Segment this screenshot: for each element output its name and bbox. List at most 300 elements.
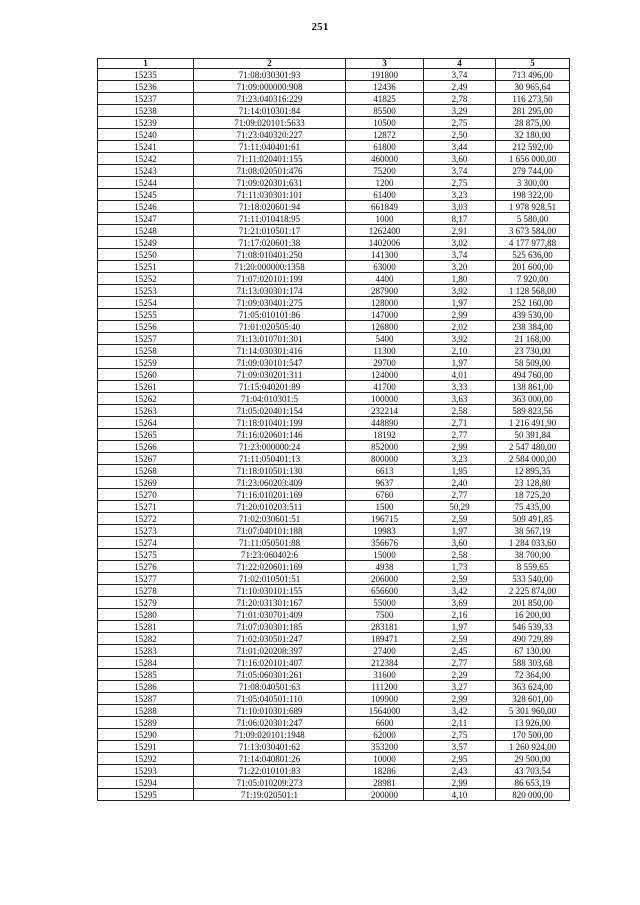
table-cell: 15237 [98, 93, 194, 105]
table-row [98, 657, 570, 669]
table-cell: 50,29 [424, 501, 496, 513]
table-cell: 1200 [346, 177, 424, 189]
table-cell: 71:15:040201:89 [194, 381, 346, 393]
table-cell: 2,75 [424, 177, 496, 189]
table-cell: 71:09:030201:311 [194, 369, 346, 381]
table-cell: 5 301 960,00 [496, 705, 570, 717]
table-cell: 15240 [98, 129, 194, 141]
table-row [98, 393, 570, 405]
table-cell: 15288 [98, 705, 194, 717]
table-cell: 15270 [98, 489, 194, 501]
table-cell: 67 130,00 [496, 645, 570, 657]
table-cell: 71:07:020101:199 [194, 273, 346, 285]
table-cell: 15258 [98, 345, 194, 357]
table-cell: 71:11:050501:88 [194, 537, 346, 549]
table-cell: 460000 [346, 153, 424, 165]
table-cell: 50 391,84 [496, 429, 570, 441]
table-cell: 71:14:030301:416 [194, 345, 346, 357]
table-cell: 15250 [98, 249, 194, 261]
table-cell: 2,71 [424, 417, 496, 429]
table-row [98, 429, 570, 441]
table-cell: 15272 [98, 513, 194, 525]
table-cell: 15268 [98, 465, 194, 477]
table-cell: 3,60 [424, 537, 496, 549]
table-cell: 15243 [98, 165, 194, 177]
table-row [98, 273, 570, 285]
table-cell: 15281 [98, 621, 194, 633]
table-row [98, 333, 570, 345]
table-cell: 111200 [346, 681, 424, 693]
table-cell: 71:07:030301:185 [194, 621, 346, 633]
table-cell: 61400 [346, 189, 424, 201]
table-cell: 71:11:050401:13 [194, 453, 346, 465]
table-cell: 71:11:030301:101 [194, 189, 346, 201]
table-cell: 252 160,00 [496, 297, 570, 309]
table-cell: 15242 [98, 153, 194, 165]
table-cell: 124000 [346, 369, 424, 381]
table-cell: 126800 [346, 321, 424, 333]
table-cell: 1,97 [424, 357, 496, 369]
table-cell: 3,27 [424, 681, 496, 693]
table-cell: 15246 [98, 201, 194, 213]
table-cell: 525 636,00 [496, 249, 570, 261]
table-cell: 4938 [346, 561, 424, 573]
table-cell: 75200 [346, 165, 424, 177]
table-cell: 29700 [346, 357, 424, 369]
table-cell: 1500 [346, 501, 424, 513]
table-cell: 800000 [346, 453, 424, 465]
table-cell: 1,73 [424, 561, 496, 573]
table-row [98, 237, 570, 249]
table-cell: 15244 [98, 177, 194, 189]
table-cell: 363 624,00 [496, 681, 570, 693]
table-row [98, 681, 570, 693]
table-row [98, 597, 570, 609]
table-cell: 15275 [98, 549, 194, 561]
data-table [97, 58, 570, 801]
table-row [98, 549, 570, 561]
table-cell: 15235 [98, 69, 194, 81]
table-row [98, 213, 570, 225]
table-cell: 71:17:020601:38 [194, 237, 346, 249]
table-cell: 15269 [98, 477, 194, 489]
table-cell: 15262 [98, 393, 194, 405]
table-cell: 61800 [346, 141, 424, 153]
table-cell: 3 673 584,00 [496, 225, 570, 237]
table-row [98, 669, 570, 681]
table-cell: 71:23:040320:227 [194, 129, 346, 141]
table-cell: 18 725,20 [496, 489, 570, 501]
table-row [98, 153, 570, 165]
table-cell: 71:13:030401:62 [194, 741, 346, 753]
table-cell: 2,59 [424, 633, 496, 645]
table-cell: 109900 [346, 693, 424, 705]
table-row [98, 705, 570, 717]
table-row [98, 81, 570, 93]
table-cell: 2,40 [424, 477, 496, 489]
table-cell: 2,50 [424, 129, 496, 141]
table-cell: 71:19:020501:1 [194, 789, 346, 801]
table-cell: 2,29 [424, 669, 496, 681]
table-cell: 15273 [98, 525, 194, 537]
table-cell: 72 364,00 [496, 669, 570, 681]
table-cell: 71:05:010209:273 [194, 777, 346, 789]
table-cell: 1 978 928,51 [496, 201, 570, 213]
table-cell: 15264 [98, 417, 194, 429]
table-cell: 21 168,00 [496, 333, 570, 345]
table-cell: 12 895,35 [496, 465, 570, 477]
table-cell: 2,10 [424, 345, 496, 357]
table-cell: 15239 [98, 117, 194, 129]
table-cell: 2,59 [424, 513, 496, 525]
table-cell: 533 540,00 [496, 573, 570, 585]
table-cell: 5400 [346, 333, 424, 345]
table-cell: 71:23:040316:229 [194, 93, 346, 105]
table-row [98, 345, 570, 357]
table-row [98, 261, 570, 273]
table-cell: 28 875,00 [496, 117, 570, 129]
table-cell: 38 567,19 [496, 525, 570, 537]
table-cell: 3,69 [424, 597, 496, 609]
table-cell: 353200 [346, 741, 424, 753]
table-cell: 2 547 480,00 [496, 441, 570, 453]
table-cell: 41825 [346, 93, 424, 105]
table-cell: 71:13:030301:174 [194, 285, 346, 297]
table-cell: 170 500,00 [496, 729, 570, 741]
table-cell: 11300 [346, 345, 424, 357]
table-cell: 71:02:030601:51 [194, 513, 346, 525]
table-row [98, 561, 570, 573]
table-cell: 71:07:040101:188 [194, 525, 346, 537]
table-cell: 15260 [98, 369, 194, 381]
table-cell: 1,95 [424, 465, 496, 477]
table-cell: 71:23:000000:24 [194, 441, 346, 453]
table-cell: 15248 [98, 225, 194, 237]
table-cell: 656600 [346, 585, 424, 597]
table-cell: 71:09:030401:275 [194, 297, 346, 309]
table-cell: 3,23 [424, 189, 496, 201]
table-cell: 15292 [98, 753, 194, 765]
column-header: 3 [346, 59, 424, 69]
table-cell: 16 200,00 [496, 609, 570, 621]
table-cell: 15282 [98, 633, 194, 645]
table-cell: 1262400 [346, 225, 424, 237]
table-row [98, 729, 570, 741]
table-cell: 4400 [346, 273, 424, 285]
table-cell: 2,49 [424, 81, 496, 93]
table-cell: 15259 [98, 357, 194, 369]
table-cell: 189471 [346, 633, 424, 645]
table-cell: 3,92 [424, 285, 496, 297]
table-cell: 15263 [98, 405, 194, 417]
table-cell: 71:09:020101:5633 [194, 117, 346, 129]
table-cell: 10500 [346, 117, 424, 129]
table-cell: 15000 [346, 549, 424, 561]
table-cell: 3,60 [424, 153, 496, 165]
table-cell: 191800 [346, 69, 424, 81]
table-cell: 15261 [98, 381, 194, 393]
table-cell: 71:18:010501:130 [194, 465, 346, 477]
table-cell: 200000 [346, 789, 424, 801]
table-cell: 29 500,00 [496, 753, 570, 765]
table-row [98, 69, 570, 81]
table-cell: 71:16:020601:146 [194, 429, 346, 441]
table-row [98, 453, 570, 465]
table-cell: 1564000 [346, 705, 424, 717]
table-cell: 71:05:020401:154 [194, 405, 346, 417]
table-row [98, 753, 570, 765]
table-cell: 71:02:030501:247 [194, 633, 346, 645]
table-row [98, 105, 570, 117]
table-cell: 3,74 [424, 249, 496, 261]
table-cell: 3 300,00 [496, 177, 570, 189]
table-cell: 71:01:020505:40 [194, 321, 346, 333]
table-cell: 15253 [98, 285, 194, 297]
table-cell: 15236 [98, 81, 194, 93]
table-cell: 661849 [346, 201, 424, 213]
table-cell: 30 965,64 [496, 81, 570, 93]
table-cell: 1 216 491,90 [496, 417, 570, 429]
table-cell: 28981 [346, 777, 424, 789]
table-cell: 71:16:020101:407 [194, 657, 346, 669]
table-cell: 15276 [98, 561, 194, 573]
table-cell: 1,97 [424, 525, 496, 537]
table-cell: 71:04:010301:5 [194, 393, 346, 405]
table-cell: 3,74 [424, 165, 496, 177]
table-row [98, 465, 570, 477]
table-cell: 19983 [346, 525, 424, 537]
table-cell: 62000 [346, 729, 424, 741]
table-row [98, 501, 570, 513]
table-row [98, 141, 570, 153]
table-cell: 32 180,00 [496, 129, 570, 141]
table-cell: 2,45 [424, 645, 496, 657]
table-cell: 6760 [346, 489, 424, 501]
table-cell: 15271 [98, 501, 194, 513]
table-cell: 15294 [98, 777, 194, 789]
table-cell: 356676 [346, 537, 424, 549]
table-cell: 12872 [346, 129, 424, 141]
table-cell: 2,77 [424, 429, 496, 441]
table-cell: 713 496,00 [496, 69, 570, 81]
table-cell: 3,02 [424, 237, 496, 249]
table-row [98, 309, 570, 321]
table-cell: 15278 [98, 585, 194, 597]
table-cell: 15287 [98, 693, 194, 705]
table-cell: 15265 [98, 429, 194, 441]
table-cell: 23 730,00 [496, 345, 570, 357]
table-cell: 85500 [346, 105, 424, 117]
table-cell: 15290 [98, 729, 194, 741]
table-cell: 15252 [98, 273, 194, 285]
table-cell: 2,95 [424, 753, 496, 765]
table-cell: 15274 [98, 537, 194, 549]
table-cell: 1 284 033,60 [496, 537, 570, 549]
table-row [98, 93, 570, 105]
table-cell: 2,58 [424, 405, 496, 417]
table-cell: 363 000,00 [496, 393, 570, 405]
table-cell: 3,20 [424, 261, 496, 273]
table-cell: 27400 [346, 645, 424, 657]
table-cell: 8,17 [424, 213, 496, 225]
table-cell: 38 700,00 [496, 549, 570, 561]
table-cell: 820 000,00 [496, 789, 570, 801]
table-cell: 15280 [98, 609, 194, 621]
table-cell: 75 435,00 [496, 501, 570, 513]
table-cell: 3,03 [424, 201, 496, 213]
table-cell: 71:14:040801:26 [194, 753, 346, 765]
table-cell: 138 861,00 [496, 381, 570, 393]
table-cell: 2,16 [424, 609, 496, 621]
table-cell: 116 273,50 [496, 93, 570, 105]
table-row [98, 249, 570, 261]
table-row [98, 693, 570, 705]
table-cell: 15266 [98, 441, 194, 453]
table-cell: 71:20:000000:1358 [194, 261, 346, 273]
table-cell: 15291 [98, 741, 194, 753]
table-cell: 232214 [346, 405, 424, 417]
table-cell: 71:10:010301:689 [194, 705, 346, 717]
table-cell: 71:20:031301:167 [194, 597, 346, 609]
table-cell: 71:14:010301:84 [194, 105, 346, 117]
table-cell: 4 177 977,88 [496, 237, 570, 249]
table-row [98, 417, 570, 429]
table-cell: 852000 [346, 441, 424, 453]
table-cell: 4,01 [424, 369, 496, 381]
table-cell: 3,23 [424, 453, 496, 465]
table-row [98, 717, 570, 729]
table-cell: 9637 [346, 477, 424, 489]
column-header: 4 [424, 59, 496, 69]
table-cell: 1402006 [346, 237, 424, 249]
table-row [98, 405, 570, 417]
table-row [98, 489, 570, 501]
table-cell: 71:08:040501:63 [194, 681, 346, 693]
table-cell: 55000 [346, 597, 424, 609]
table-cell: 12436 [346, 81, 424, 93]
table-cell: 71:08:010401:250 [194, 249, 346, 261]
table-row [98, 129, 570, 141]
table-cell: 3,57 [424, 741, 496, 753]
table-cell: 1000 [346, 213, 424, 225]
table-row [98, 165, 570, 177]
table-body [98, 69, 570, 801]
table-cell: 2,43 [424, 765, 496, 777]
table-row [98, 225, 570, 237]
table-cell: 41700 [346, 381, 424, 393]
table-cell: 13 926,00 [496, 717, 570, 729]
table-cell: 15279 [98, 597, 194, 609]
table-cell: 439 530,00 [496, 309, 570, 321]
table-cell: 10000 [346, 753, 424, 765]
table-cell: 7 920,00 [496, 273, 570, 285]
table-cell: 4,10 [424, 789, 496, 801]
table-cell: 71:18:010401:199 [194, 417, 346, 429]
table-cell: 71:22:020601:169 [194, 561, 346, 573]
table-cell: 2,78 [424, 93, 496, 105]
table-cell: 15289 [98, 717, 194, 729]
table-row [98, 381, 570, 393]
table-cell: 196715 [346, 513, 424, 525]
table-cell: 201 850,00 [496, 597, 570, 609]
table-cell: 43 703,54 [496, 765, 570, 777]
table-row [98, 789, 570, 801]
table-cell: 212 592,00 [496, 141, 570, 153]
table-cell: 31600 [346, 669, 424, 681]
table-cell: 71:18:020601:94 [194, 201, 346, 213]
table-row [98, 645, 570, 657]
table-cell: 71:05:010101:86 [194, 309, 346, 321]
table-row [98, 525, 570, 537]
table-cell: 63000 [346, 261, 424, 273]
table-cell: 2,77 [424, 489, 496, 501]
table-row [98, 633, 570, 645]
table-cell: 2,99 [424, 777, 496, 789]
table-cell: 2,59 [424, 573, 496, 585]
table-cell: 8 559,65 [496, 561, 570, 573]
table-cell: 86 653,19 [496, 777, 570, 789]
table-cell: 3,42 [424, 705, 496, 717]
table-cell: 71:11:020401:155 [194, 153, 346, 165]
table-cell: 2,99 [424, 693, 496, 705]
table-cell: 58 509,00 [496, 357, 570, 369]
table-cell: 71:06:020301:247 [194, 717, 346, 729]
table-cell: 15241 [98, 141, 194, 153]
table-cell: 15256 [98, 321, 194, 333]
table-cell: 71:01:030701:409 [194, 609, 346, 621]
table-row [98, 573, 570, 585]
table-cell: 71:20:010203:511 [194, 501, 346, 513]
table-cell: 71:23:060402:6 [194, 549, 346, 561]
table-cell: 15245 [98, 189, 194, 201]
table-cell: 71:05:040501:110 [194, 693, 346, 705]
table-cell: 147000 [346, 309, 424, 321]
table-row [98, 177, 570, 189]
table-cell: 3,33 [424, 381, 496, 393]
table-cell: 1 260 924,00 [496, 741, 570, 753]
table-cell: 1 656 000,00 [496, 153, 570, 165]
column-header: 2 [194, 59, 346, 69]
table-cell: 3,44 [424, 141, 496, 153]
table-cell: 15284 [98, 657, 194, 669]
table-cell: 3,74 [424, 69, 496, 81]
table-cell: 71:08:020501:476 [194, 165, 346, 177]
table-row [98, 609, 570, 621]
table-cell: 15286 [98, 681, 194, 693]
table-cell: 2,02 [424, 321, 496, 333]
table-cell: 15255 [98, 309, 194, 321]
table-cell: 2 584 000,00 [496, 453, 570, 465]
table-cell: 141300 [346, 249, 424, 261]
table-cell: 7500 [346, 609, 424, 621]
table-cell: 2,58 [424, 549, 496, 561]
table-cell: 490 729,89 [496, 633, 570, 645]
table-cell: 3,92 [424, 333, 496, 345]
table-cell: 2,91 [424, 225, 496, 237]
table-row [98, 765, 570, 777]
table-cell: 128000 [346, 297, 424, 309]
table-row [98, 357, 570, 369]
table-row [98, 477, 570, 489]
column-header: 1 [98, 59, 194, 69]
table-cell: 212384 [346, 657, 424, 669]
table-cell: 23 128,80 [496, 477, 570, 489]
table-cell: 71:10:030101:155 [194, 585, 346, 597]
table-row [98, 285, 570, 297]
table-cell: 2 225 874,00 [496, 585, 570, 597]
table-cell: 5 580,00 [496, 213, 570, 225]
table-cell: 2,75 [424, 729, 496, 741]
